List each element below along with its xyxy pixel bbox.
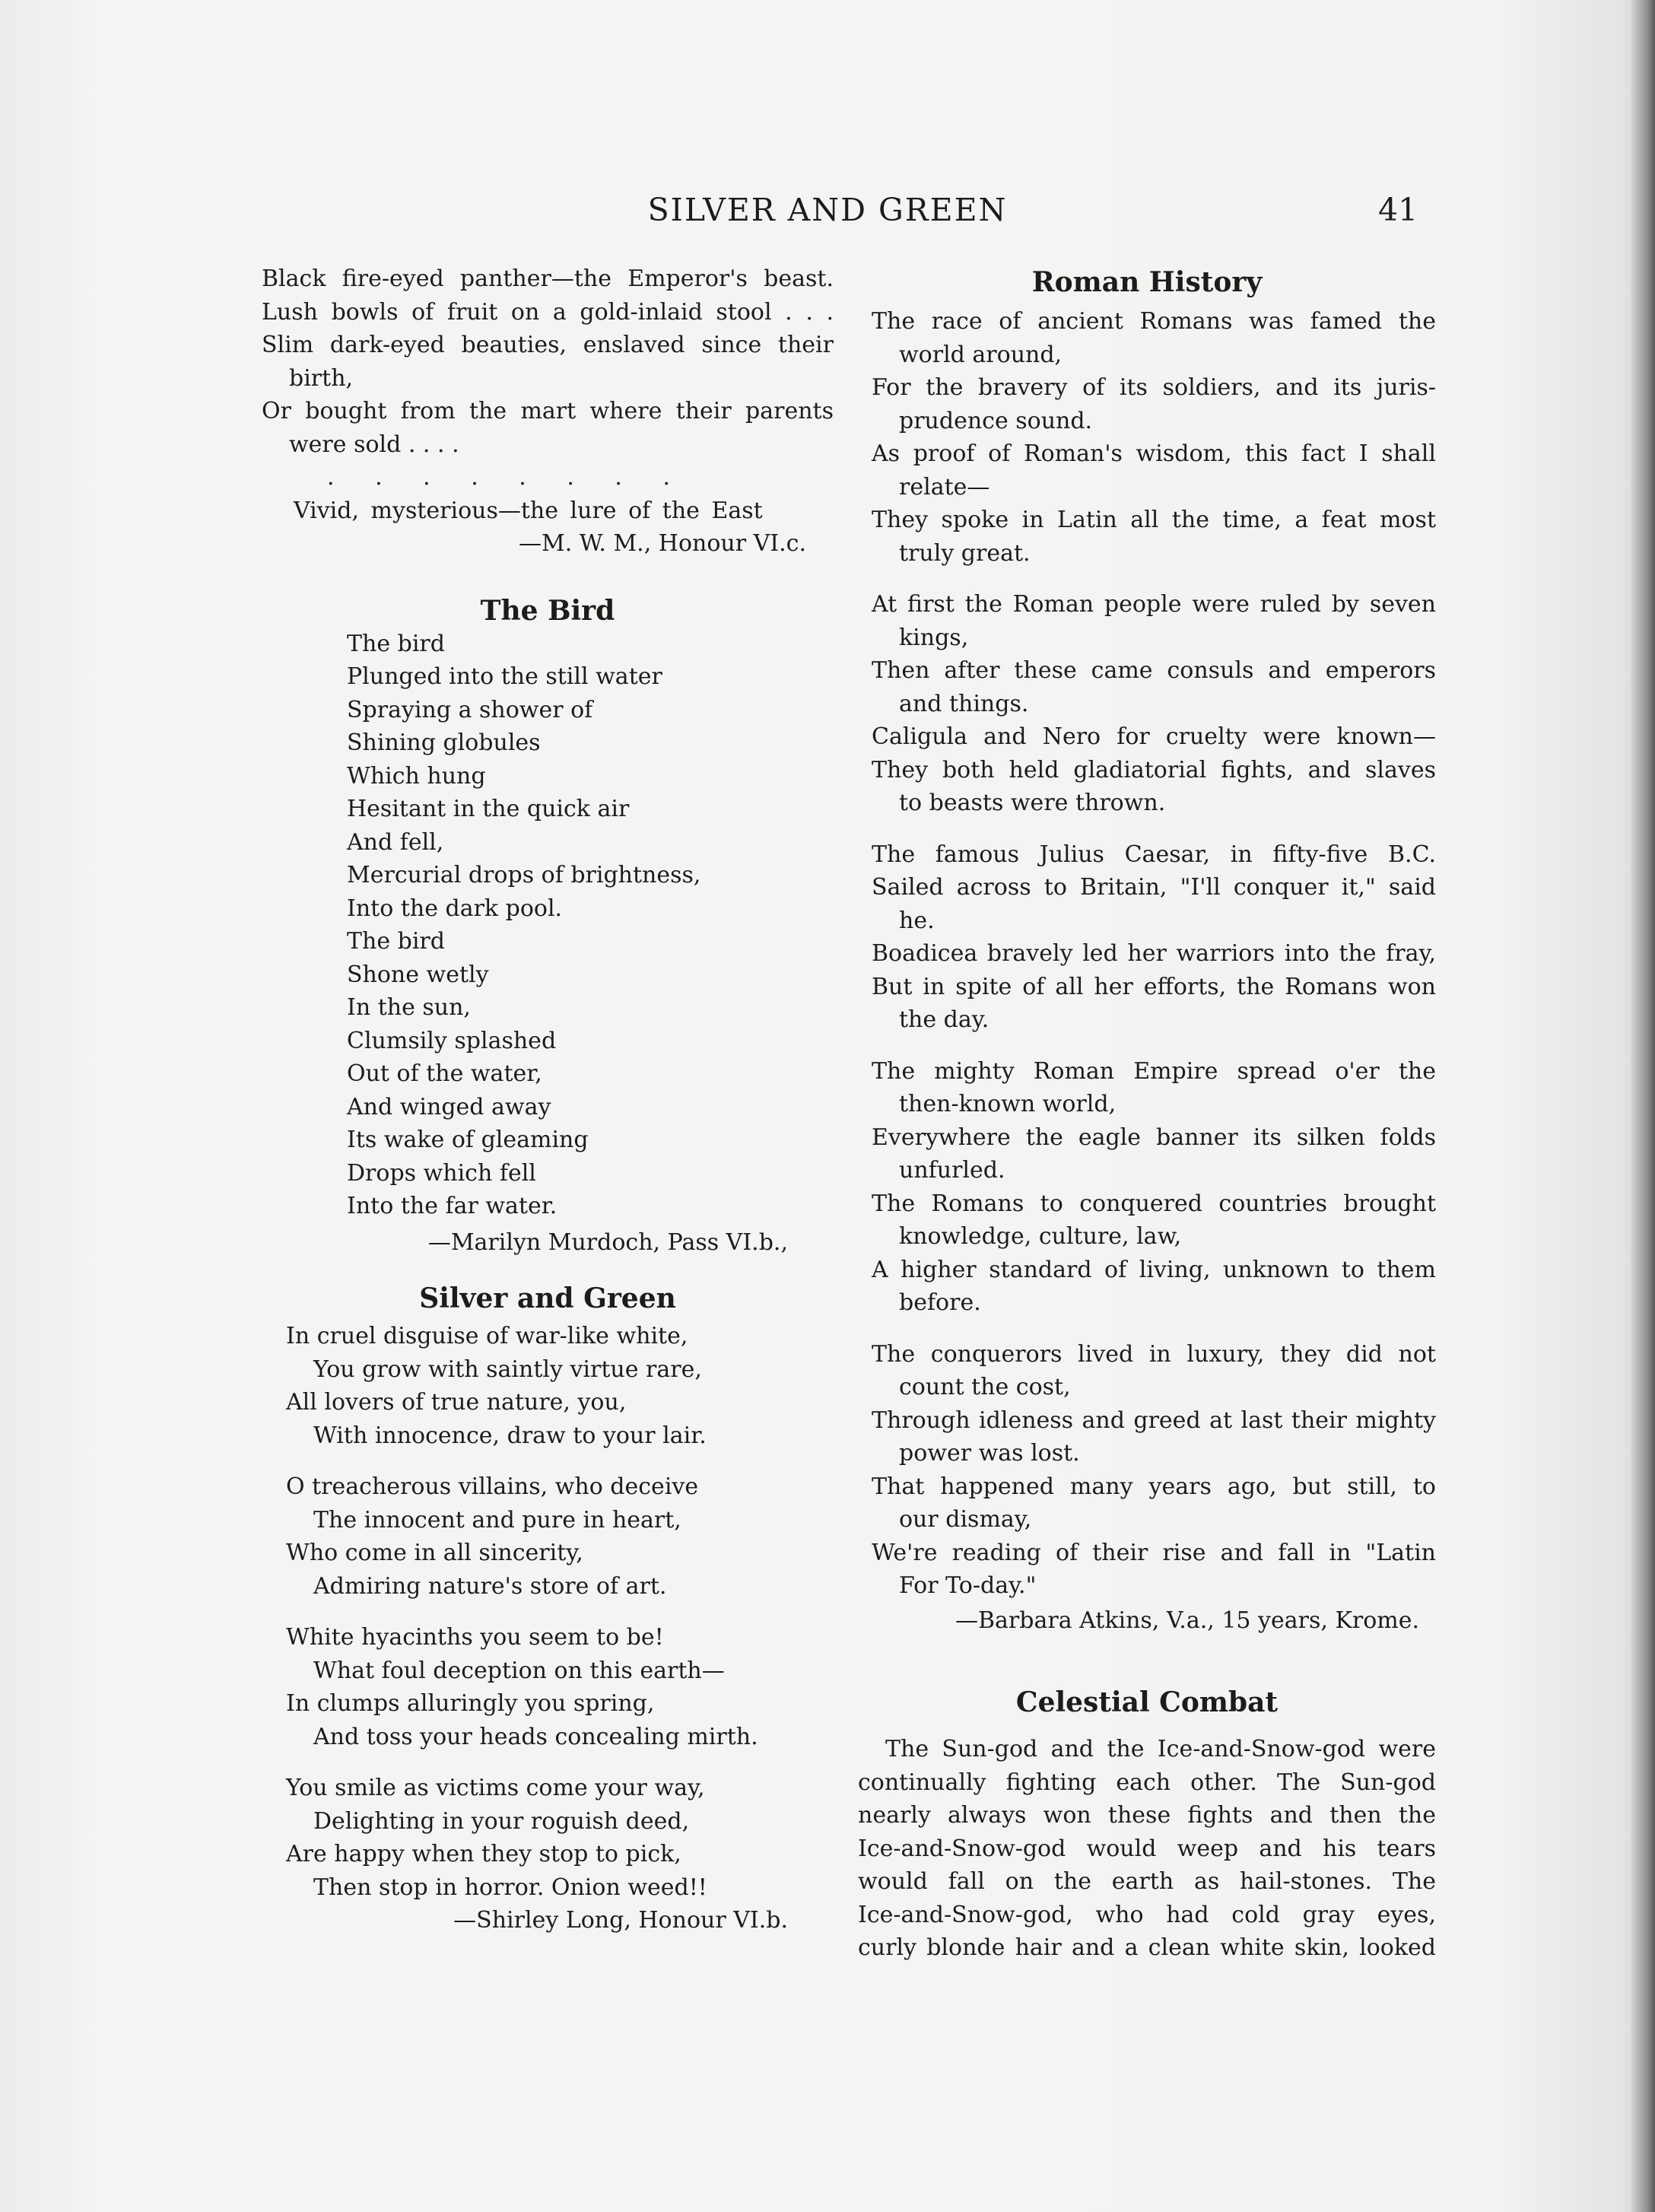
- running-header: SILVER AND GREEN: [647, 192, 1008, 228]
- verse-continuation: then-known world,: [899, 1091, 1117, 1117]
- poem-line: You grow with saintly virtue rare,: [313, 1355, 702, 1383]
- verse-line: At first the Roman people were ruled by seven: [872, 591, 1436, 618]
- poem-line: were sold . . . .: [289, 431, 459, 458]
- poem-line: Plunged into the still water: [347, 663, 662, 690]
- poem-line: Or bought from the mart where their parents: [262, 398, 834, 424]
- verse-continuation: he.: [899, 907, 935, 934]
- poem-line: In clumps alluringly you spring,: [286, 1690, 655, 1717]
- stanza: [872, 588, 1436, 820]
- poem-line: With innocence, draw to your lair.: [313, 1422, 707, 1449]
- verse-continuation: relate—: [899, 473, 990, 501]
- prose-line: Ice-and-Snow-god, who had cold gray eyes,: [858, 1901, 1436, 1928]
- poem-title-roman-history: Roman History: [1031, 266, 1263, 298]
- stanza: [872, 1338, 1436, 1603]
- poem-line: You smile as victims come your way,: [286, 1775, 705, 1801]
- verse-line: The conquerors lived in luxury, they did not: [872, 1340, 1436, 1368]
- prose-line: nearly always won these fights and then the: [858, 1802, 1436, 1829]
- verse-line: The race of ancient Romans was famed the: [872, 308, 1436, 335]
- byline: —Marilyn Murdoch, Pass VI.b.,: [427, 1228, 788, 1256]
- verse-continuation: the day.: [899, 1006, 990, 1033]
- verse-line: But in spite of all her efforts, the Romans won: [872, 973, 1436, 1000]
- verse-continuation: For To-day.": [899, 1572, 1037, 1599]
- poem-line: The bird: [347, 928, 445, 955]
- verse-line: That happened many years ago, but still, to: [872, 1473, 1436, 1500]
- poem-line: All lovers of true nature, you,: [286, 1389, 627, 1416]
- poem-line: Slim dark-eyed beauties, enslaved since their: [262, 332, 834, 358]
- verse-line: They spoke in Latin all the time, a feat most: [872, 507, 1436, 533]
- poem-line: Out of the water,: [347, 1060, 542, 1087]
- poem-line: birth,: [289, 364, 354, 392]
- poem-line: Shone wetly: [347, 961, 489, 988]
- poem-line: Spraying a shower of: [347, 696, 593, 723]
- verse-line: They both held gladiatorial fights, and slaves: [872, 756, 1436, 783]
- stanza: [872, 838, 1436, 1037]
- poem-line: Vivid, mysterious—the lure of the East: [294, 497, 763, 524]
- verse-continuation: our dismay,: [899, 1506, 1032, 1533]
- poem-line: Clumsily splashed: [347, 1027, 557, 1054]
- verse-line: Sailed across to Britain, "I'll conquer it," said: [872, 874, 1436, 901]
- byline: —M. W. M., Honour VI.c.: [519, 530, 806, 557]
- book-spine-edge: [1631, 0, 1655, 2212]
- poem-line: And winged away: [347, 1093, 551, 1120]
- verse-continuation: world around,: [899, 341, 1063, 368]
- poem-line: What foul deception on this earth—: [313, 1657, 725, 1684]
- poem-line: Admiring nature's store of art.: [313, 1572, 667, 1600]
- byline: —Barbara Atkins, V.a., 15 years, Krome.: [955, 1607, 1419, 1634]
- verse-continuation: knowledge, culture, law,: [899, 1223, 1182, 1250]
- verse-continuation: count the cost,: [899, 1374, 1071, 1400]
- verse-line: The famous Julius Caesar, in fifty-five B.C.: [872, 841, 1436, 868]
- stanza: [286, 1320, 834, 1452]
- byline: —Shirley Long, Honour VI.b.: [453, 1907, 788, 1934]
- stanza: [286, 1772, 834, 1904]
- poem-line: O treacherous villains, who deceive: [286, 1473, 699, 1500]
- poem-line: The bird: [347, 630, 445, 657]
- poem-the-bird: [262, 628, 834, 1223]
- poem-line: Mercurial drops of brightness,: [347, 862, 701, 888]
- poem-line: Shining globules: [347, 729, 541, 756]
- stanza: [286, 1470, 834, 1603]
- verse-line: Then after these came consuls and emperors: [872, 657, 1436, 684]
- prose-line: The Sun-god and the Ice-and-Snow-god were: [885, 1736, 1436, 1762]
- verse-line: The Romans to conquered countries brought: [872, 1190, 1436, 1217]
- poem-roman-history: [858, 305, 1436, 1603]
- verse-continuation: prudence sound.: [899, 407, 1093, 434]
- poem-title-the-bird: The Bird: [480, 594, 615, 627]
- poem-title-silver-and-green: Silver and Green: [419, 1282, 676, 1314]
- verse-line: Through idleness and greed at last their mighty: [872, 1406, 1436, 1434]
- poem-line: Black fire-eyed panther—the Emperor's beast.: [262, 265, 834, 292]
- verse-continuation: power was lost.: [899, 1440, 1080, 1467]
- poem-line: Its wake of gleaming: [347, 1127, 589, 1153]
- verse-line: Boadicea bravely led her warriors into the fray,: [872, 940, 1436, 967]
- poem-line: Then stop in horror. Onion weed!!: [313, 1874, 707, 1901]
- story-title-celestial-combat: Celestial Combat: [1015, 1686, 1279, 1718]
- prose-line: Ice-and-Snow-god would weep and his tears: [858, 1835, 1436, 1862]
- ellipsis-line: . . . . . . . .: [327, 464, 671, 491]
- verse-continuation: before.: [899, 1289, 981, 1316]
- poem-line: Are happy when they stop to pick,: [286, 1841, 681, 1867]
- right-column: [858, 262, 1436, 1965]
- stanza: [872, 1055, 1436, 1320]
- verse-continuation: truly great.: [899, 539, 1031, 567]
- poem-line: Which hung: [347, 762, 486, 790]
- poem-line: In the sun,: [347, 994, 471, 1021]
- stanza: [286, 1621, 834, 1753]
- verse-line: As proof of Roman's wisdom, this fact I shall: [872, 440, 1436, 467]
- prose-line: continually fighting each other. The Sun-god: [858, 1769, 1436, 1796]
- poem-line: Who come in all sincerity,: [286, 1540, 583, 1566]
- left-column: [262, 262, 834, 1937]
- intro-poem: [262, 262, 834, 561]
- poem-line: And fell,: [347, 828, 444, 856]
- verse-line: Everywhere the eagle banner its silken folds: [872, 1123, 1436, 1151]
- poem-line: Into the dark pool.: [347, 895, 563, 922]
- prose-line: would fall on the earth as hail-stones. The: [858, 1868, 1436, 1895]
- verse-line: The mighty Roman Empire spread o'er the: [872, 1057, 1436, 1085]
- stanza: [872, 305, 1436, 570]
- verse-continuation: to beasts were thrown.: [899, 790, 1166, 816]
- story-celestial-combat: [858, 1733, 1436, 1965]
- verse-line: We're reading of their rise and fall in "Latin: [872, 1539, 1436, 1566]
- poem-line: In cruel disguise of war-like white,: [286, 1323, 688, 1349]
- poem-line: The innocent and pure in heart,: [313, 1506, 681, 1533]
- poem-line: Hesitant in the quick air: [347, 796, 630, 822]
- poem-line: And toss your heads concealing mirth.: [313, 1723, 758, 1750]
- poem-line: Delighting in your roguish deed,: [313, 1807, 690, 1835]
- page-number: 41: [1378, 192, 1418, 228]
- verse-line: Caligula and Nero for cruelty were known—: [872, 723, 1436, 750]
- poem-line: Drops which fell: [347, 1159, 536, 1187]
- poem-line: White hyacinths you seem to be!: [286, 1624, 664, 1651]
- verse-continuation: and things.: [899, 690, 1029, 717]
- poem-line: Lush bowls of fruit on a gold-inlaid stool . . .: [262, 298, 834, 326]
- poem-line: Into the far water.: [347, 1193, 557, 1219]
- verse-continuation: kings,: [899, 624, 969, 651]
- verse-line: For the bravery of its soldiers, and its juris-: [872, 374, 1436, 401]
- poem-silver-and-green: [262, 1320, 834, 1904]
- verse-continuation: unfurled.: [899, 1157, 1005, 1184]
- prose-line: curly blonde hair and a clean white skin, looked: [858, 1934, 1436, 1961]
- verse-line: A higher standard of living, unknown to them: [872, 1256, 1436, 1283]
